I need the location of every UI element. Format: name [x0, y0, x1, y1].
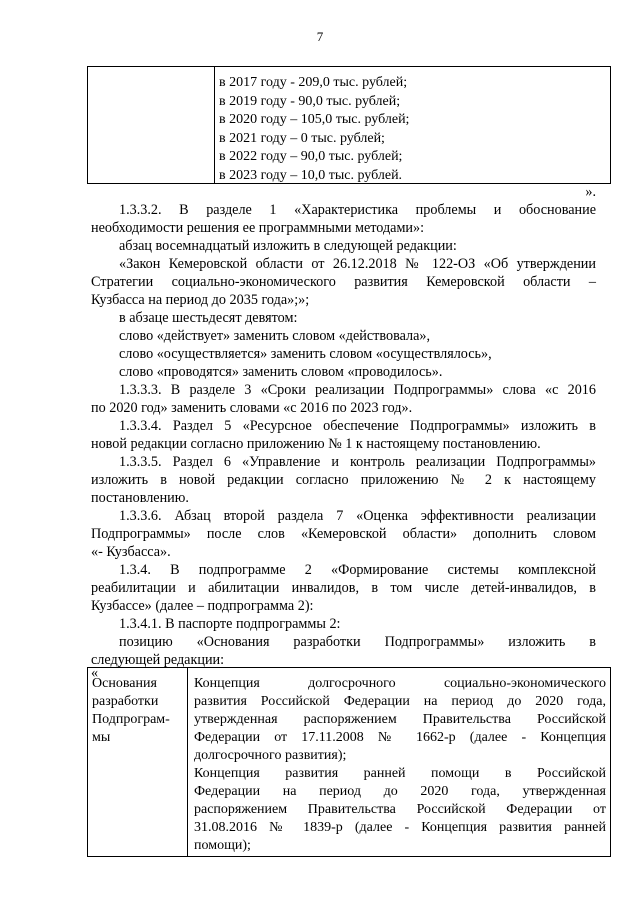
- position-name-line: мы: [92, 730, 111, 745]
- paragraph-line: абзац восемнадцатый изложить в следующей редакции:: [119, 238, 457, 254]
- content-line: утвержденная распоряжением Правительства Российской: [194, 712, 606, 727]
- paragraph-line: Кузбасса на период до 2035 года»;»;: [91, 292, 310, 308]
- paragraph-line: реабилитации и абилитации инвалидов, в том числе детей-инвалидов, в: [91, 580, 596, 596]
- position-name-line: Подпрограм-: [92, 712, 170, 727]
- paragraph-line: «- Кузбасса».: [91, 544, 171, 560]
- paragraph-line: 1.3.3.6. Абзац второй раздела 7 «Оценка эффективности реализации: [119, 508, 596, 524]
- funding-line: в 2021 году – 0 тыс. рублей;: [219, 130, 385, 146]
- paragraph-line: изложить в новой редакции согласно приложению № 2 к настоящему: [91, 472, 596, 488]
- passport-table: [87, 667, 611, 857]
- paragraph-line: 1.3.3.5. Раздел 6 «Управление и контроль реализации Подпрограммы»: [119, 454, 596, 470]
- paragraph-line: Стратегии социально-экономического развития Кемеровской области –: [91, 274, 596, 290]
- paragraph-line: Кузбассе» (далее – подпрограмма 2):: [91, 598, 314, 614]
- paragraph-line: позицию «Основания разработки Подпрограммы» изложить в: [119, 634, 596, 650]
- content-line: 31.08.2016 № 1839-р (далее - Концепция развития ранней: [194, 820, 606, 835]
- content-line: помощи);: [194, 838, 251, 853]
- page-number: 7: [316, 29, 324, 44]
- funding-table: [87, 66, 611, 184]
- paragraph-line: 1.3.4.1. В паспорте подпрограммы 2:: [119, 616, 341, 632]
- paragraph-line: Подпрограммы» после слов «Кемеровской области» дополнить словом: [91, 526, 596, 542]
- table-column-divider: [187, 668, 188, 856]
- content-line: распоряжением Правительства Российской Федерации от: [194, 802, 606, 817]
- funding-line: в 2020 году – 105,0 тыс. рублей;: [219, 112, 410, 127]
- paragraph-line: слово «проводятся» заменить словом «проводилось».: [119, 364, 443, 380]
- position-content-cell: [194, 675, 606, 855]
- funding-line: в 2022 году – 90,0 тыс. рублей;: [219, 149, 403, 164]
- funding-cell: [219, 74, 409, 185]
- paragraph-line: слово «действует» заменить словом «действовала»,: [119, 328, 431, 344]
- paragraph-line: новой редакции согласно приложению № 1 к настоящему постановлению.: [91, 436, 541, 452]
- content-line: Федерации от 17.11.2008 № 1662-р (далее - Концепция: [194, 730, 606, 745]
- paragraph-line: 1.3.3.2. В разделе 1 «Характеристика проблемы и обоснование: [119, 202, 596, 218]
- content-line: Федерации на период до 2020 года, утвержденная: [194, 784, 606, 799]
- content-line: Концепция долгосрочного социально-экономического: [194, 676, 606, 691]
- paragraph-line: следующей редакции:: [91, 652, 225, 668]
- paragraph-line: «Закон Кемеровской области от 26.12.2018 № 122-ОЗ «Об утверждении: [119, 256, 596, 272]
- content-line: развития Российской Федерации на период до 2020 года,: [194, 694, 606, 709]
- paragraph-line: в абзаце шестьдесят девятом:: [119, 310, 298, 326]
- content-line: Концепция развития ранней помощи в Российской: [194, 766, 606, 781]
- closing-quote: ».: [585, 184, 596, 200]
- paragraph-line: 1.3.4. В подпрограмме 2 «Формирование системы комплексной: [119, 562, 596, 578]
- paragraph-line: 1.3.3.4. Раздел 5 «Ресурсное обеспечение Подпрограммы» изложить в: [119, 418, 596, 434]
- table-column-divider: [214, 67, 215, 183]
- paragraph-line: по 2020 год» заменить словами «с 2016 по 2023 год».: [91, 400, 413, 416]
- content-line: долгосрочного развития);: [194, 748, 347, 763]
- position-name-cell: [92, 675, 184, 747]
- funding-line: в 2023 году – 10,0 тыс. рублей.: [219, 167, 403, 183]
- paragraph-line: необходимости решения ее программными методами»:: [91, 220, 425, 236]
- funding-line: в 2017 году - 209,0 тыс. рублей;: [219, 75, 408, 90]
- paragraph-line: постановлению.: [91, 490, 189, 506]
- position-name-line: разработки: [92, 694, 159, 709]
- funding-line: в 2019 году - 90,0 тыс. рублей;: [219, 93, 401, 109]
- position-name-line: Основания: [92, 676, 157, 691]
- paragraph-line: 1.3.3.3. В разделе 3 «Сроки реализации Подпрограммы» слова «с 2016: [119, 382, 596, 398]
- opening-quote: «: [91, 665, 99, 681]
- paragraph-line: слово «осуществляется» заменить словом «осуществлялось»,: [119, 346, 492, 362]
